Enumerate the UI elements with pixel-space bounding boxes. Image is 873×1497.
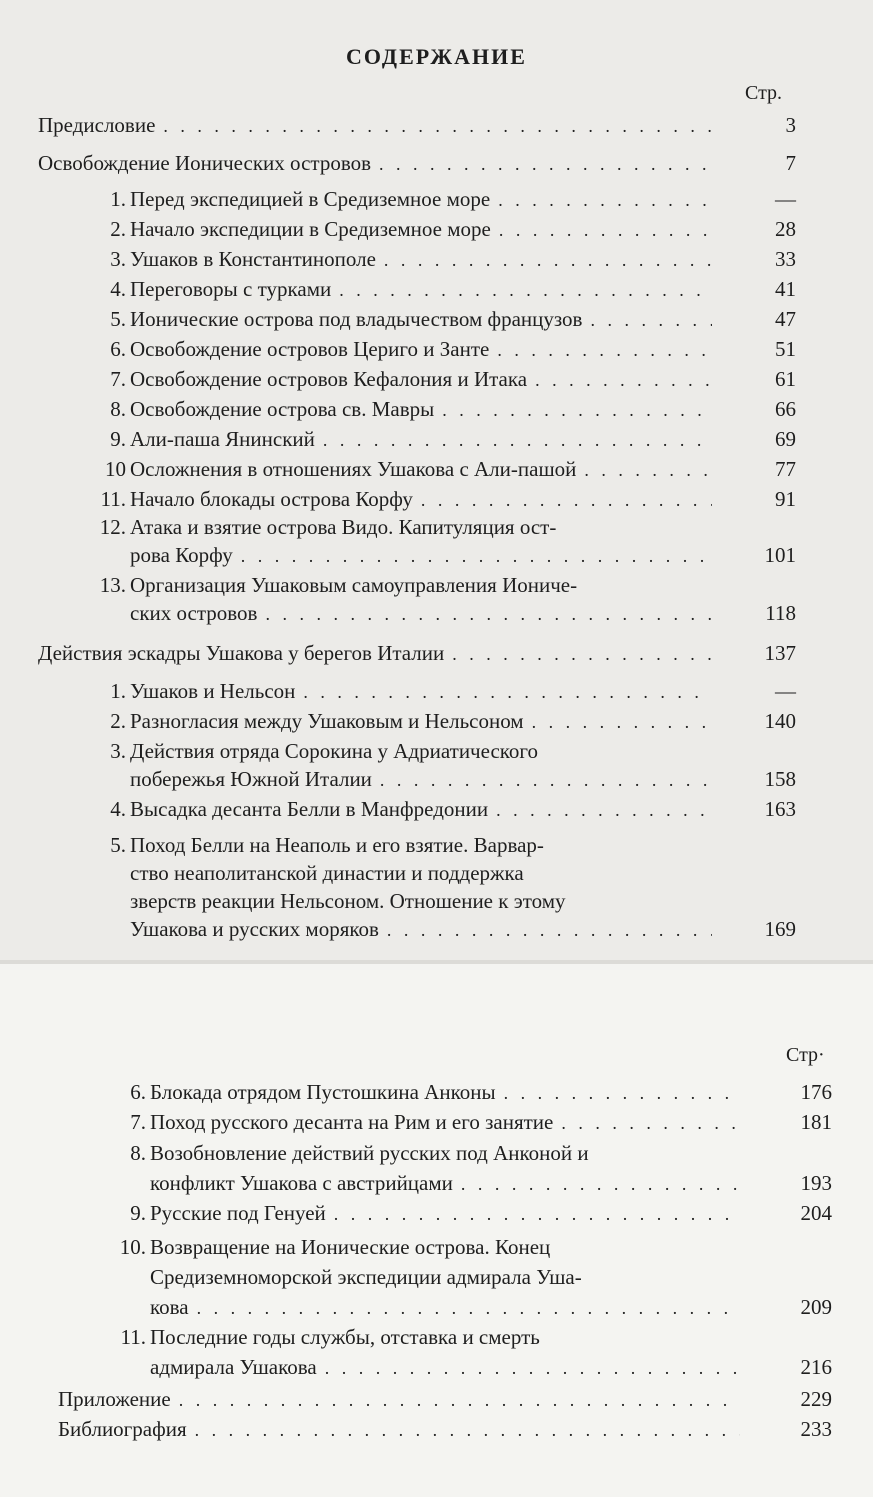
toc-page-number: 193: [800, 1171, 832, 1195]
toc-entry: [130, 484, 720, 515]
toc-page-number: 140: [764, 709, 796, 733]
leader-dots: [461, 1169, 740, 1199]
toc-entry-number: 11.: [120, 1325, 146, 1349]
toc-page-number: 7: [785, 151, 796, 175]
toc-page-number: —: [775, 187, 796, 211]
toc-entry: [58, 1414, 748, 1445]
toc-entry: [130, 794, 720, 825]
toc-entry-title: Освобождение островов Кефалония и Итака: [130, 367, 528, 391]
toc-entry-title: Действия отряда Сорокина у Адриатического: [130, 739, 539, 763]
toc-entry: [130, 706, 720, 737]
toc-entry: [58, 1384, 748, 1415]
toc-entry-title: Начало блокады острова Корфу: [130, 487, 413, 511]
toc-entry-last-line: [150, 1168, 748, 1199]
leader-dots: [241, 541, 712, 571]
toc-entry-title: Организация Ушаковым самоуправления Иониче-: [130, 573, 578, 597]
toc-entry: [130, 304, 720, 335]
toc-entry: [150, 1198, 748, 1229]
toc-page-number: 158: [764, 767, 796, 791]
toc-entry-continuation: Средиземноморской экспедиции адмирала Уша-: [150, 1265, 582, 1289]
toc-page-number: 137: [764, 641, 796, 665]
toc-page-number: 209: [800, 1295, 832, 1319]
toc-entry-number: 1.: [110, 187, 126, 211]
page-column-header-2: Стр·: [786, 1044, 825, 1066]
toc-entry-continuation: Ушакова и русских моряков: [130, 917, 379, 941]
toc-page-number: 176: [800, 1080, 832, 1104]
toc-entry-title: Освобождение Ионических островов: [38, 151, 372, 175]
toc-page-number: 181: [800, 1110, 832, 1134]
leader-dots: [452, 639, 712, 669]
toc-page-number: 216: [800, 1355, 832, 1379]
toc-entry: [130, 364, 720, 395]
toc-page-number: —: [775, 679, 796, 703]
toc-entry-title: Русские под Генуей: [150, 1201, 326, 1225]
toc-entry-number: 11.: [100, 487, 126, 511]
toc-entry: [38, 110, 720, 141]
toc-entry-title: Ушаков в Константинополе: [130, 247, 376, 271]
leader-dots: [325, 1353, 740, 1383]
toc-entry-number: 8.: [110, 397, 126, 421]
toc-entry-number: 9.: [130, 1201, 146, 1225]
toc-entry: [130, 184, 720, 215]
leader-dots: [421, 485, 712, 515]
toc-page-number: 101: [764, 543, 796, 567]
toc-entry-number: 7.: [110, 367, 126, 391]
leader-dots: [532, 707, 712, 737]
leader-dots: [195, 1415, 740, 1445]
toc-entry-continuation: рова Корфу: [130, 543, 233, 567]
toc-entry-title: Али-паша Янинский: [130, 427, 315, 451]
toc-entry-last-line: [130, 598, 720, 629]
leader-dots: [339, 275, 712, 305]
toc-entry: [130, 676, 720, 707]
leader-dots: [323, 425, 712, 455]
toc-entry-number: 1.: [110, 679, 126, 703]
toc-entry-number: 2.: [110, 709, 126, 733]
leader-dots: [561, 1108, 740, 1138]
toc-entry-title: Приложение: [58, 1387, 171, 1411]
toc-entry-last-line: [130, 764, 720, 795]
leader-dots: [387, 915, 712, 945]
toc-entry-title: Перед экспедицией в Средиземное море: [130, 187, 491, 211]
toc-page-number: 169: [764, 917, 796, 941]
leader-dots: [163, 111, 712, 141]
toc-page-number: 233: [800, 1417, 832, 1441]
toc-entry-title: Действия эскадры Ушакова у берегов Италии: [38, 641, 445, 665]
toc-entry-last-line: [150, 1292, 748, 1323]
toc-page-number: 163: [764, 797, 796, 821]
toc-entry: [150, 1077, 748, 1108]
toc-page-number: 41: [775, 277, 796, 301]
leader-dots: [497, 335, 712, 365]
toc-entry: [150, 1107, 748, 1138]
toc-entry: [38, 148, 720, 179]
toc-entry-title: Переговоры с турками: [130, 277, 332, 301]
toc-page-number: 229: [800, 1387, 832, 1411]
leader-dots: [265, 599, 712, 629]
toc-page-number: 47: [775, 307, 796, 331]
leader-dots: [504, 1078, 740, 1108]
toc-entry-number: 4.: [110, 277, 126, 301]
toc-entry-continuation: ских островов: [130, 601, 258, 625]
toc-entry-number: 5.: [110, 307, 126, 331]
toc-entry: [130, 334, 720, 365]
leader-dots: [384, 245, 712, 275]
toc-entry: [130, 394, 720, 425]
toc-entry-title: Начало экспедиции в Средиземное море: [130, 217, 491, 241]
toc-page-number: 28: [775, 217, 796, 241]
toc-entry-title: Возвращение на Ионические острова. Конец: [150, 1235, 551, 1259]
leader-dots: [499, 215, 712, 245]
toc-entry-last-line: [150, 1352, 748, 1383]
toc-entry-continuation: ство неаполитанской династии и поддержка: [130, 861, 524, 885]
leader-dots: [334, 1199, 740, 1229]
page-column-header: Стр.: [745, 82, 783, 104]
toc-entry-number: 3.: [110, 739, 126, 763]
toc-entry-title: Предисловие: [38, 113, 156, 137]
toc-entry-number: 12.: [99, 515, 126, 539]
toc-entry-number: 10: [105, 457, 126, 481]
toc-entry-number: 2.: [110, 217, 126, 241]
toc-entry: [38, 638, 720, 669]
toc-entry: [130, 454, 720, 485]
toc-entry-title: Блокада отрядом Пустошкина Анконы: [150, 1080, 496, 1104]
toc-entry-title: Высадка десанта Белли в Манфредонии: [130, 797, 489, 821]
toc-entry-title: Разногласия между Ушаковым и Нельсоном: [130, 709, 524, 733]
toc-entry-continuation: адмирала Ушакова: [150, 1355, 317, 1379]
toc-entry-number: 4.: [110, 797, 126, 821]
leader-dots: [590, 305, 712, 335]
toc-page-number: 77: [775, 457, 796, 481]
page-divider: [0, 960, 873, 964]
toc-entry-number: 3.: [110, 247, 126, 271]
toc-page-number: 118: [765, 601, 796, 625]
toc-page-number: 3: [785, 113, 796, 137]
toc-page-number: 91: [775, 487, 796, 511]
toc-page-number: 204: [800, 1201, 832, 1225]
toc-entry-title: Библиография: [58, 1417, 187, 1441]
leader-dots: [496, 795, 712, 825]
toc-entry-number: 7.: [130, 1110, 146, 1134]
toc-entry-title: Поход русского десанта на Рим и его занятие: [150, 1110, 554, 1134]
toc-entry-title: Освобождение острова св. Мавры: [130, 397, 435, 421]
leader-dots: [197, 1293, 740, 1323]
toc-entry-number: 6.: [130, 1080, 146, 1104]
toc-entry-title: Возобновление действий русских под Анконой и: [150, 1141, 589, 1165]
toc-entry: [130, 244, 720, 275]
toc-entry-continuation: побережья Южной Италии: [130, 767, 372, 791]
toc-entry-continuation: зверств реакции Нельсоном. Отношение к этому: [130, 889, 566, 913]
leader-dots: [380, 765, 712, 795]
toc-entry-number: 6.: [110, 337, 126, 361]
leader-dots: [535, 365, 712, 395]
toc-entry-last-line: [130, 914, 720, 945]
leader-dots: [584, 455, 712, 485]
toc-entry-title: Ушаков и Нельсон: [130, 679, 296, 703]
toc-entry-title: Ионические острова под владычеством французов: [130, 307, 583, 331]
toc-page-number: 69: [775, 427, 796, 451]
toc-entry-number: 10.: [119, 1235, 146, 1259]
toc-entry: [130, 274, 720, 305]
toc-entry-title: Атака и взятие острова Видо. Капитуляция ост-: [130, 515, 557, 539]
leader-dots: [303, 677, 712, 707]
toc-page-number: 51: [775, 337, 796, 361]
toc-entry-title: Осложнения в отношениях Ушакова с Али-пашой: [130, 457, 577, 481]
toc-entry-title: Последние годы службы, отставка и смерть: [150, 1325, 540, 1349]
toc-entry-number: 8.: [130, 1141, 146, 1165]
toc-entry-continuation: кова: [150, 1295, 189, 1319]
toc-entry-number: 9.: [110, 427, 126, 451]
toc-page-number: 33: [775, 247, 796, 271]
leader-dots: [498, 185, 712, 215]
toc-page-number: 61: [775, 367, 796, 391]
leader-dots: [442, 395, 712, 425]
leader-dots: [179, 1385, 740, 1415]
toc-page-number: 66: [775, 397, 796, 421]
toc-entry-number: 5.: [110, 833, 126, 857]
toc-entry: [130, 424, 720, 455]
toc-entry: [130, 214, 720, 245]
toc-entry-continuation: конфликт Ушакова с австрийцами: [150, 1171, 453, 1195]
toc-entry-last-line: [130, 540, 720, 571]
toc-entry-title: Поход Белли на Неаполь и его взятие. Варвар-: [130, 833, 544, 857]
toc-entry-title: Освобождение островов Цериго и Занте: [130, 337, 490, 361]
leader-dots: [379, 149, 712, 179]
toc-entry-number: 13.: [99, 573, 126, 597]
toc-title: СОДЕРЖАНИЕ: [346, 44, 527, 69]
